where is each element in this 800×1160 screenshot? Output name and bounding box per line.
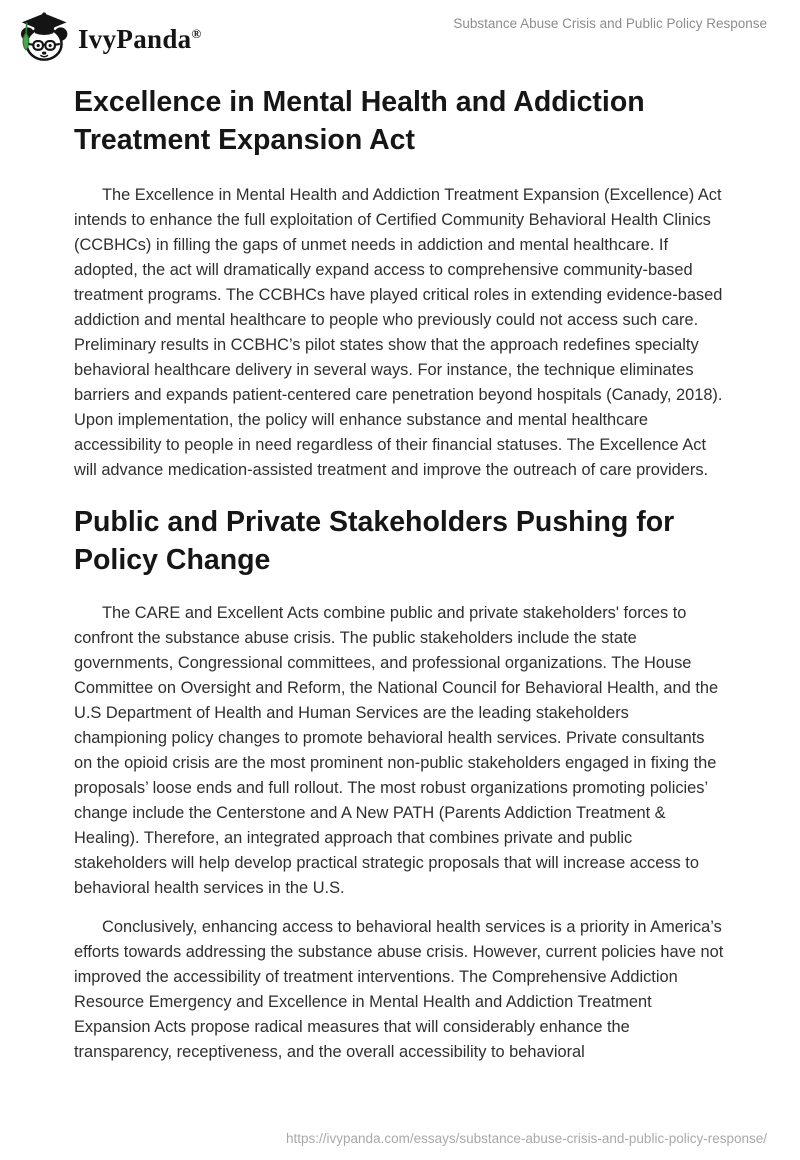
section-heading-excellence-act: Excellence in Mental Health and Addiction Treatment Expansion Act [74,86,645,156]
tassel-icon [23,22,29,49]
page-footer [286,1130,767,1148]
brand-name-text: IvyPanda [78,24,192,54]
brand-name [78,7,201,66]
paragraph-excellence-act: The Excellence in Mental Health and Addiction Treatment Expansion (Excellence) Act intends to enhance the full exploitation of Certified Community Behavioral Health Clinics (CCBHCs) in filling the gaps of unmet needs in addiction and mental healthcare. If adopted, the act will dramatically expand access to comprehensive community-based treatment programs. The CCBHCs have played critical roles in extending evidence-based addiction and mental healthcare to people who previously could not access such care. Preliminary results in CCBHC’s pilot states show that the approach redefines specialty behavioral healthcare delivery in several ways. For instance, the technique eliminates barriers and expands patient-centered care penetration beyond hospitals (Canady, 2018). Upon implementation, the policy will enhance substance and mental healthcare accessibility to people in need regardless of their financial statuses. The Excellence Act will advance medication-assisted treatment and improve the outreach of care providers. [74,186,723,479]
section-heading-stakeholders: Public and Private Stakeholders Pushing for Policy Change [74,506,675,576]
registered-trademark-symbol: ® [191,26,202,41]
paragraph-conclusion: Conclusively, enhancing access to behavioral health services is a priority in America’s efforts towards addressing the substance abuse crisis. However, current policies have not improved the accessibility of treatment interventions. The Comprehensive Addiction Resource Emergency and Excellence in Mental Health and Addiction Treatment Expansion Acts propose radical measures that will considerably enhance the transparency, receptiveness, and the overall accessibility to behavioral [74,918,724,1061]
document-title: Substance Abuse Crisis and Public Policy Response [453,16,767,31]
page-header [0,0,800,66]
source-url-link[interactable]: https://ivypanda.com/essays/substance-abuse-crisis-and-public-policy-response/ [286,1131,767,1146]
essay-content [74,83,724,1065]
paragraph-stakeholders: The CARE and Excellent Acts combine public and private stakeholders' forces to confront the substance abuse crisis. The public stakeholders include the state governments, Congressional committees, and professional organizations. The House Committee on Oversight and Reform, the National Council for Behavioral Health, and the U.S Department of Health and Human Services are the leading stakeholders championing policy changes to promote behavioral health services. Private consultants on the opioid crisis are the most prominent non-public stakeholders engaged in fixing the proposals’ loose ends and full rollout. The most robust organizations promoting policies’ change include the Centerstone and A New PATH (Parents Addiction Treatment & Healing). Therefore, an integrated approach that combines private and public stakeholders will help develop practical strategic proposals that will increase access to behavioral health services in the U.S. [74,604,719,897]
brand [16,7,201,66]
ivypanda-panda-logo-icon [16,10,69,63]
